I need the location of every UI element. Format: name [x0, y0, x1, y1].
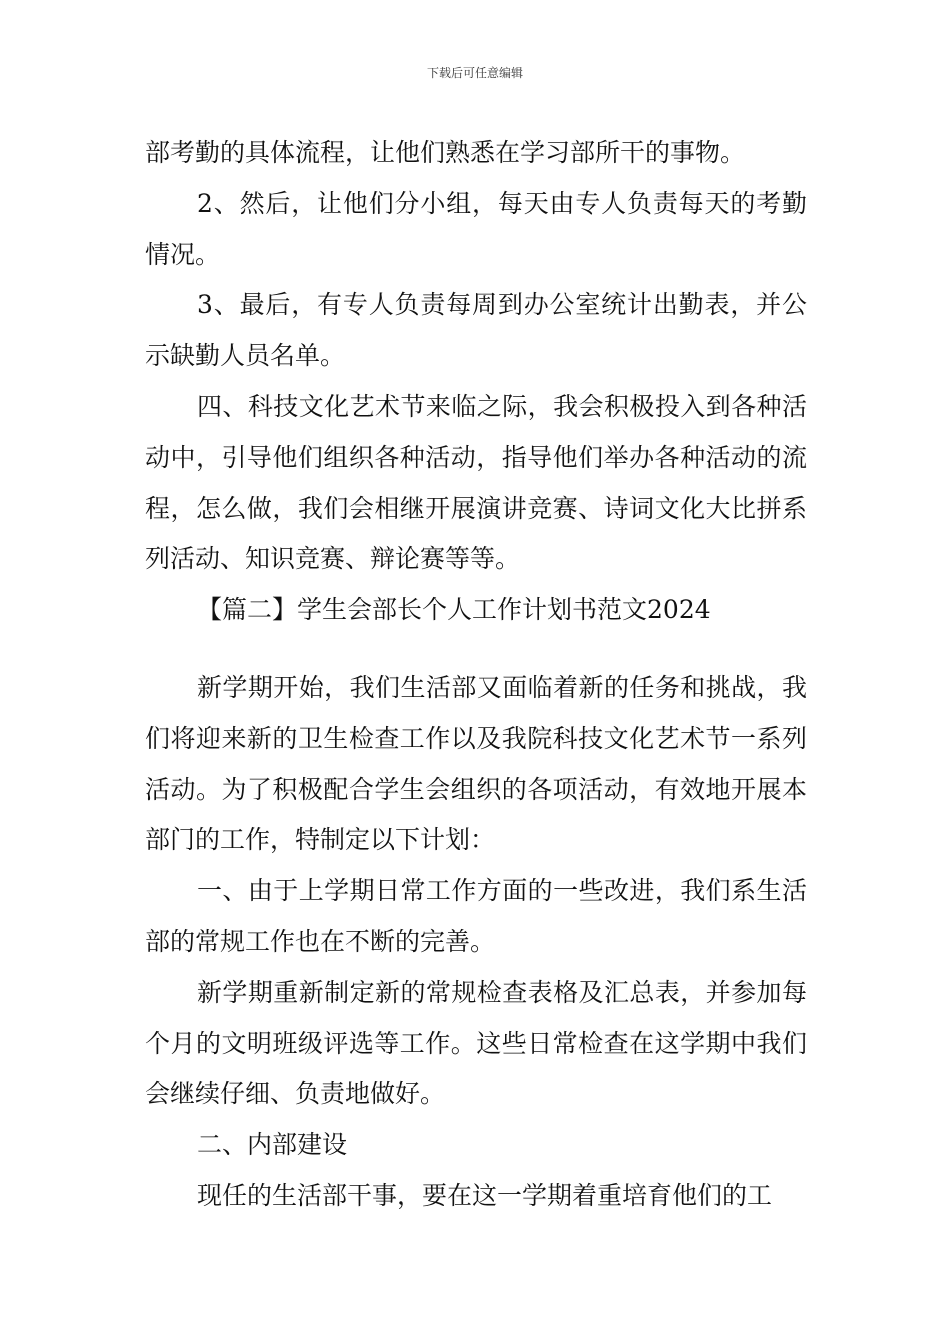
document-body	[145, 128, 807, 1222]
paragraph: 新学期开始，我们生活部又面临着新的任务和挑战，我们将迎来新的卫生检查工作以及我院科技文化艺术节一系列活动。为了积极配合学生会组织的各项活动，有效地开展本部门的工作，特制定以下计划：	[145, 672, 807, 855]
paragraph: 一、由于上学期日常工作方面的一些改进，我们系生活部的常规工作也在不断的完善。	[145, 876, 807, 956]
paragraph: 四、科技文化艺术节来临之际，我会积极投入到各种活动中，引导他们组织各种活动，指导他们举办各种活动的流程，怎么做，我们会相继开展演讲竞赛、诗词文化大比拼系列活动、知识竞赛、辩论赛等等。	[145, 391, 807, 574]
paragraph: 3、最后，有专人负责每周到办公室统计出勤表，并公示缺勤人员名单。	[145, 290, 807, 371]
spacer	[145, 636, 807, 663]
paragraph: 2、然后，让他们分小组，每天由专人负责每天的考勤情况。	[145, 188, 807, 269]
paragraph: 现任的生活部干事，要在这一学期着重培育他们的工	[197, 1180, 773, 1210]
page-header-note: 下载后可任意编辑	[426, 66, 523, 80]
paragraph: 二、内部建设	[197, 1130, 348, 1160]
paragraph: 部考勤的具体流程，让他们熟悉在学习部所干的事物。	[145, 138, 746, 167]
section-heading: 【篇二】学生会部长个人工作计划书范文2024	[197, 595, 711, 625]
paragraph: 新学期重新制定新的常规检查表格及汇总表，并参加每个月的文明班级评选等工作。这些日常检查在这学期中我们会继续仔细、负责地做好。	[145, 977, 807, 1109]
